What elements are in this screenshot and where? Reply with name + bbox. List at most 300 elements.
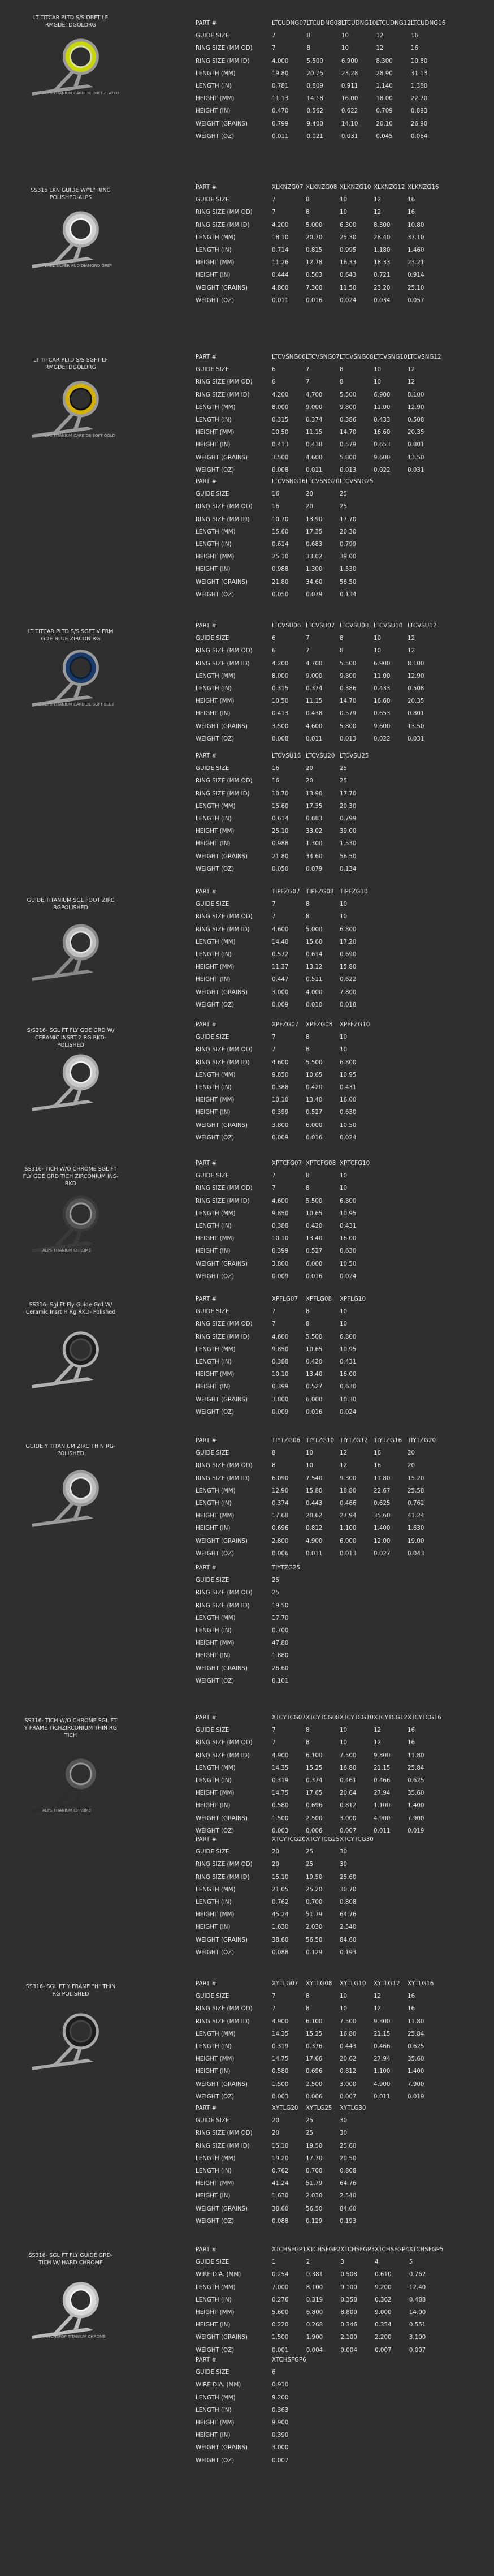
spec-value: 7.540 xyxy=(306,1474,323,1482)
spec-value: 16 xyxy=(272,777,280,785)
spec-value: 6.900 xyxy=(374,660,391,667)
spec-value: 20 xyxy=(272,1861,280,1868)
spec-value: 11.80 xyxy=(408,2018,424,2025)
spec-value: 12 xyxy=(374,1993,382,2000)
spec-row xyxy=(196,973,374,986)
spec-row xyxy=(196,1522,441,1534)
spec-row xyxy=(196,1056,374,1069)
spec-row xyxy=(196,67,445,80)
spec-row xyxy=(196,2281,444,2294)
spec-value: 6.000 xyxy=(306,1396,323,1403)
spec-row xyxy=(196,513,374,526)
spec-label: RING SIZE (MM OD) xyxy=(196,45,253,52)
spec-label: LENGTH (IN) xyxy=(196,685,232,693)
part-number: XYTLG25 xyxy=(306,2105,332,2111)
spec-value: 10.10 xyxy=(272,1235,289,1242)
guide-photo xyxy=(17,1188,124,1259)
guide-foot-shape xyxy=(32,969,94,981)
guide-frame-shape xyxy=(51,681,76,700)
part-number: XYTLG10 xyxy=(340,1980,366,1987)
spec-label: GUIDE SIZE xyxy=(196,1034,229,1041)
part-number: XLKNZG10 xyxy=(340,184,371,191)
spec-row xyxy=(196,695,441,707)
product-image xyxy=(17,1748,124,1819)
spec-value: 3.800 xyxy=(272,1260,289,1267)
spec-value: 16 xyxy=(408,1993,415,2000)
spec-value: 6.800 xyxy=(306,2309,323,2316)
spec-value: 35.60 xyxy=(374,1512,391,1520)
spec-value: 0.511 xyxy=(306,976,323,983)
spec-value: 5.500 xyxy=(306,57,323,64)
spec-value: 0.007 xyxy=(375,2346,392,2354)
spec-row xyxy=(196,244,441,256)
spec-row xyxy=(196,1574,306,1586)
spec-value: 7 xyxy=(272,1172,276,1180)
part-number: LTCUDNG08 xyxy=(306,20,341,27)
spec-value: 10 xyxy=(340,1993,348,2000)
spec-value: 10.95 xyxy=(340,1345,357,1353)
spec-row xyxy=(196,1586,306,1599)
spec-label: HEIGHT (MM) xyxy=(196,1512,235,1520)
spec-row xyxy=(196,2294,444,2306)
spec-label: LENGTH (IN) xyxy=(196,1358,232,1366)
part-number: XTCYTCG30 xyxy=(340,1836,374,1843)
spec-row xyxy=(196,733,441,745)
spec-row xyxy=(196,2002,441,2015)
product-image xyxy=(17,1047,124,1117)
spec-value: 7 xyxy=(272,1308,276,1315)
spec-value: 4.800 xyxy=(272,284,289,291)
spec-value: 0.508 xyxy=(340,2271,357,2278)
spec-label: RING SIZE (MM ID) xyxy=(196,2018,250,2025)
spec-label: WEIGHT (GRAINS) xyxy=(196,578,248,586)
spec-value: 0.376 xyxy=(306,2043,323,2050)
spec-header-row xyxy=(196,1293,374,1305)
spec-value: 0.799 xyxy=(272,120,289,127)
spec-value: 25.58 xyxy=(408,1487,424,1494)
spec-value: 0.013 xyxy=(340,1550,357,1557)
spec-value: 0.508 xyxy=(408,416,424,424)
spec-value: 0.220 xyxy=(272,2321,289,2329)
spec-row xyxy=(196,1675,306,1687)
spec-value: 10.50 xyxy=(340,1260,357,1267)
product-image xyxy=(17,204,124,274)
spec-table xyxy=(196,1434,441,1560)
spec-label: HEIGHT (MM) xyxy=(196,553,235,561)
spec-label: WEIGHT (OZ) xyxy=(196,591,235,598)
spec-value: 0.762 xyxy=(408,1500,424,1507)
spec-value: 38.60 xyxy=(272,2205,289,2212)
spec-label: HEIGHT (IN) xyxy=(196,1109,231,1116)
spec-value: 9.200 xyxy=(375,2283,392,2291)
spec-value: 0.399 xyxy=(272,1383,289,1391)
part-number-label: PART # xyxy=(196,2356,217,2363)
part-number: XTCYTCG25 xyxy=(306,1836,340,1843)
spec-value: 10 xyxy=(306,1462,314,1469)
spec-value: 0.527 xyxy=(306,1109,323,1116)
part-number: XTCYTCG12 xyxy=(374,1714,408,1721)
spec-value: 7 xyxy=(272,901,276,908)
spec-value: 41.24 xyxy=(408,1512,424,1520)
spec-value: 6.000 xyxy=(340,1537,357,1545)
part-number-label: PART # xyxy=(196,622,217,629)
spec-value: 2.540 xyxy=(340,1924,357,1931)
spec-value: 16 xyxy=(374,1462,382,1469)
spec-header-row xyxy=(196,475,374,488)
product-image xyxy=(17,1463,124,1533)
spec-value: 17.70 xyxy=(340,515,357,523)
spec-value: 0.363 xyxy=(272,2406,289,2414)
spec-value: 0.381 xyxy=(306,2271,323,2278)
spec-label: WEIGHT (OZ) xyxy=(196,1134,235,1141)
guide-photo-caption: ALPS TITANIUM CHROME xyxy=(42,1808,92,1813)
spec-label: HEIGHT (MM) xyxy=(196,1371,235,1378)
spec-value: 25 xyxy=(340,503,348,510)
spec-value: 0.390 xyxy=(272,2432,289,2439)
spec-value: 0.709 xyxy=(376,107,393,115)
spec-value: 1.460 xyxy=(408,247,424,254)
spec-row xyxy=(196,670,441,682)
spec-row xyxy=(196,1232,374,1245)
spec-value: 7 xyxy=(272,1046,276,1053)
spec-label: LENGTH (MM) xyxy=(196,70,236,77)
spec-value: 10.65 xyxy=(306,1345,323,1353)
spec-row xyxy=(196,130,445,143)
spec-value: 56.50 xyxy=(340,853,357,860)
spec-value: 0.431 xyxy=(340,1084,357,1091)
spec-value: 0.319 xyxy=(272,1777,289,1784)
spec-header-row xyxy=(196,181,441,193)
spec-label: HEIGHT (IN) xyxy=(196,1924,231,1931)
spec-value: 0.006 xyxy=(306,2093,323,2100)
spec-value: 2 xyxy=(306,2259,310,2266)
spec-label: LENGTH (MM) xyxy=(196,2030,236,2037)
spec-value: 0.580 xyxy=(272,1802,289,1809)
spec-value: 8 xyxy=(306,1739,310,1747)
spec-value: 0.762 xyxy=(272,2168,289,2175)
spec-label: GUIDE SIZE xyxy=(196,1450,229,1457)
spec-value: 8 xyxy=(306,1172,310,1180)
spec-row xyxy=(196,800,374,812)
part-number: LTCVSNG12 xyxy=(408,354,441,360)
guide-photo-caption: PEARL SILVER AND DIAMOND GREY xyxy=(42,264,112,268)
spec-row xyxy=(196,206,441,218)
spec-row xyxy=(196,1381,374,1393)
spec-value: 25.84 xyxy=(408,1764,424,1771)
spec-value: 8.300 xyxy=(376,57,393,64)
spec-value: 14.40 xyxy=(272,938,289,945)
spec-value: 4.000 xyxy=(272,57,289,64)
spec-row xyxy=(196,1649,306,1662)
spec-value: 1.500 xyxy=(272,2334,289,2341)
spec-value: 0.911 xyxy=(341,83,358,90)
spec-value: 12 xyxy=(374,196,382,204)
spec-value: 12 xyxy=(374,1727,382,1734)
spec-value: 51.79 xyxy=(306,2180,323,2187)
spec-value: 27.94 xyxy=(374,2055,391,2063)
spec-label: HEIGHT (IN) xyxy=(196,107,231,115)
spec-label: LENGTH (MM) xyxy=(196,1614,236,1622)
product-title: SS316- TICH W/O CHROME SGL FT Y FRAME TICHZIRCONIUM THIN RG TICH xyxy=(24,1718,118,1739)
part-number-label: PART # xyxy=(196,1980,217,1987)
spec-value: 16 xyxy=(272,765,280,772)
spec-label: LENGTH (IN) xyxy=(196,247,232,254)
spec-row xyxy=(196,1394,374,1406)
spec-row xyxy=(196,2065,441,2078)
spec-value: 0.438 xyxy=(306,710,323,717)
part-number: XLKNZG07 xyxy=(272,184,304,191)
spec-value: 17.35 xyxy=(306,802,323,810)
spec-value: 6 xyxy=(272,647,276,655)
spec-value: 0.016 xyxy=(306,1272,323,1280)
spec-row xyxy=(196,451,441,464)
spec-value: 0.134 xyxy=(340,865,357,872)
spec-value: 20 xyxy=(306,491,314,498)
spec-value: 10 xyxy=(340,1308,348,1315)
spec-label: HEIGHT (IN) xyxy=(196,2432,231,2439)
spec-value: 10 xyxy=(340,196,348,204)
spec-value: 5.500 xyxy=(306,1059,323,1066)
spec-value: 10 xyxy=(374,635,382,642)
spec-row xyxy=(196,632,441,644)
spec-row xyxy=(196,2392,306,2404)
spec-value: 20 xyxy=(408,1450,415,1457)
spec-value: 0.008 xyxy=(272,735,289,742)
spec-value: 19.50 xyxy=(272,1602,289,1609)
spec-value: 18.33 xyxy=(374,259,391,266)
spec-value: 15.80 xyxy=(306,1487,323,1494)
spec-row xyxy=(196,464,441,476)
spec-value: 0.007 xyxy=(340,1827,357,1834)
spec-value: 0.386 xyxy=(340,416,357,424)
spec-row xyxy=(196,389,441,401)
part-number: TIPFZG08 xyxy=(306,888,334,895)
spec-table xyxy=(196,17,445,143)
spec-label: RING SIZE (MM ID) xyxy=(196,391,250,398)
spec-value: 17.20 xyxy=(340,938,357,945)
spec-label: LENGTH (IN) xyxy=(196,1223,232,1230)
spec-label: GUIDE SIZE xyxy=(196,1172,229,1180)
spec-value: 19.80 xyxy=(272,70,289,77)
spec-label: LENGTH (MM) xyxy=(196,2283,236,2291)
spec-value: 56.50 xyxy=(340,578,357,586)
spec-value: 8 xyxy=(306,1321,310,1328)
spec-value: 30 xyxy=(340,1848,348,1856)
spec-label: WEIGHT (OZ) xyxy=(196,1827,235,1834)
guide-frame-shape xyxy=(51,412,76,431)
spec-label: HEIGHT (MM) xyxy=(196,95,235,102)
part-number-label: PART # xyxy=(196,1296,217,1302)
product-image xyxy=(17,373,124,444)
spec-label: HEIGHT (IN) xyxy=(196,272,231,279)
guide-frame-shape xyxy=(51,956,76,974)
spec-label: RING SIZE (MM OD) xyxy=(196,1589,253,1597)
spec-value: 14.18 xyxy=(306,95,323,102)
part-number: XLKNZG08 xyxy=(306,184,337,191)
spec-header-row xyxy=(196,885,374,898)
spec-value: 0.399 xyxy=(272,1109,289,1116)
spec-value: 21.80 xyxy=(272,578,289,586)
spec-label: WEIGHT (OZ) xyxy=(196,466,235,474)
spec-value: 0.050 xyxy=(272,591,289,598)
spec-row xyxy=(196,1305,374,1318)
product-title: LT TITCAR PLTD S/S DBFT LF RMGDETDGOLDRG xyxy=(33,15,109,28)
spec-value: 0.018 xyxy=(340,1001,357,1008)
spec-value: 7 xyxy=(272,196,276,204)
part-number-label: PART # xyxy=(196,1437,217,1444)
guide-frame-shape xyxy=(51,243,76,261)
spec-value: 26.90 xyxy=(410,120,428,127)
spec-value: 10 xyxy=(306,1450,314,1457)
spec-value: 0.812 xyxy=(340,1802,357,1809)
spec-value: 4 xyxy=(375,2259,379,2266)
spec-value: 6.800 xyxy=(340,926,357,933)
spec-value: 0.009 xyxy=(272,1134,289,1141)
spec-label: HEIGHT (IN) xyxy=(196,441,231,449)
spec-value: 0.374 xyxy=(272,1500,289,1507)
part-number: XYTLG30 xyxy=(340,2105,366,2111)
guide-frame-shape xyxy=(51,2313,76,2332)
part-number: LTCUDNG10 xyxy=(341,20,376,27)
product-image xyxy=(17,642,124,713)
guide-foot-shape xyxy=(32,1099,94,1111)
spec-label: GUIDE SIZE xyxy=(196,1727,229,1734)
spec-label: RING SIZE (MM OD) xyxy=(196,1321,253,1328)
spec-row xyxy=(196,2053,441,2065)
part-number: XTCHSFGP6 xyxy=(272,2356,306,2363)
spec-value: 0.354 xyxy=(375,2321,392,2329)
spec-value: 20.62 xyxy=(306,1512,323,1520)
spec-label: LENGTH (IN) xyxy=(196,2296,232,2303)
spec-value: 0.614 xyxy=(306,951,323,958)
spec-table xyxy=(196,181,441,307)
spec-value: 16.00 xyxy=(340,1235,357,1242)
spec-label: LENGTH (IN) xyxy=(196,1084,232,1091)
spec-value: 1.300 xyxy=(306,840,323,848)
spec-row xyxy=(196,1883,374,1896)
spec-label: WEIGHT (OZ) xyxy=(196,1550,235,1557)
spec-value: 28.40 xyxy=(374,234,391,241)
spec-row xyxy=(196,1331,374,1343)
part-number: LTCVSNG16 xyxy=(272,478,306,485)
spec-value: 6.000 xyxy=(306,1260,323,1267)
spec-label: WEIGHT (OZ) xyxy=(196,2457,235,2464)
product-title: SS316- Sgl Ft Fly Guide Grd W/ Ceramic Insrt H Rg RKD- Polished xyxy=(25,1302,116,1315)
part-number: XTCYTCG16 xyxy=(408,1714,441,1721)
spec-value: 3.100 xyxy=(409,2334,426,2341)
spec-value: 14.70 xyxy=(340,429,357,436)
part-number: TIPFZG10 xyxy=(340,888,368,895)
spec-table xyxy=(196,1562,306,1687)
spec-value: 25.20 xyxy=(306,1886,323,1893)
spec-row xyxy=(196,644,441,657)
spec-value: 18.10 xyxy=(272,234,289,241)
spec-row xyxy=(196,1368,374,1381)
spec-value: 20.10 xyxy=(376,120,393,127)
spec-row xyxy=(196,775,374,787)
spec-header-row xyxy=(196,1833,374,1846)
part-number: LTCVSU08 xyxy=(340,622,369,629)
part-number: LTCVSNG10 xyxy=(374,354,408,360)
spec-value: 4.900 xyxy=(306,1537,323,1545)
spec-value: 12 xyxy=(340,1462,348,1469)
spec-value: 15.60 xyxy=(306,938,323,945)
spec-value: 0.319 xyxy=(272,2043,289,2050)
spec-label: GUIDE SIZE xyxy=(196,32,229,40)
spec-row xyxy=(196,2256,444,2268)
spec-value: 0.019 xyxy=(408,1827,424,1834)
spec-value: 16.60 xyxy=(374,429,391,436)
spec-row xyxy=(196,2441,306,2454)
spec-row xyxy=(196,1270,374,1283)
spec-label: HEIGHT (MM) xyxy=(196,1911,235,1919)
part-number: TIYTZG25 xyxy=(272,1564,301,1571)
spec-value: 1.400 xyxy=(374,1525,391,1532)
spec-value: 10 xyxy=(340,2005,348,2012)
spec-label: LENGTH (MM) xyxy=(196,528,236,535)
spec-value: 8 xyxy=(306,901,310,908)
spec-row xyxy=(196,401,441,414)
spec-row xyxy=(196,118,445,130)
spec-label: LENGTH (IN) xyxy=(196,2168,232,2175)
spec-value: 20 xyxy=(306,503,314,510)
spec-value: 26.60 xyxy=(272,1665,289,1672)
guide-photo-caption: #XTCHSFGP TITANIUM CHROME xyxy=(42,2334,106,2339)
spec-row xyxy=(196,2140,374,2152)
spec-value: 0.579 xyxy=(340,710,357,717)
part-number: LTCUDNG07 xyxy=(272,20,307,27)
guide-frame-shape xyxy=(51,1502,76,1520)
spec-label: WIRE DIA. (MM) xyxy=(196,2381,241,2389)
spec-value: 14.70 xyxy=(340,698,357,705)
spec-value: 20.35 xyxy=(408,698,424,705)
spec-value: 8.800 xyxy=(340,2309,357,2316)
spec-value: 0.374 xyxy=(306,685,323,693)
spec-value: 27.94 xyxy=(374,1790,391,1797)
spec-value: 21.05 xyxy=(272,1886,289,1893)
spec-value: 39.00 xyxy=(340,553,357,561)
spec-value: 20.50 xyxy=(340,2154,357,2162)
spec-value: 6.800 xyxy=(340,1333,357,1340)
spec-value: 12.90 xyxy=(408,672,424,680)
spec-row xyxy=(196,2379,306,2391)
spec-value: 0.045 xyxy=(376,132,393,140)
spec-value: 9.100 xyxy=(340,2283,357,2291)
spec-value: 10.80 xyxy=(408,221,424,229)
spec-table xyxy=(196,750,374,875)
spec-value: 0.268 xyxy=(306,2321,323,2329)
spec-value: 23.21 xyxy=(408,259,424,266)
spec-label: LENGTH (IN) xyxy=(196,2406,232,2414)
spec-row xyxy=(196,1485,441,1497)
spec-value: 13.40 xyxy=(306,1096,323,1104)
spec-row xyxy=(196,1547,441,1560)
spec-header-row xyxy=(196,1711,441,1724)
spec-row xyxy=(196,1846,374,1858)
spec-value: 0.799 xyxy=(340,815,357,823)
spec-value: 7 xyxy=(272,1034,276,1041)
spec-label: WEIGHT (GRAINS) xyxy=(196,2334,248,2341)
spec-row xyxy=(196,1787,441,1799)
product-title: S/S316- SGL FT FLY GDE GRD W/ CERAMIC INSRT 2 RG RKD- POLISHED xyxy=(27,1027,115,1048)
spec-value: 4.900 xyxy=(272,2018,289,2025)
spec-label: LENGTH (IN) xyxy=(196,2043,232,2050)
spec-value: 15.25 xyxy=(306,1764,323,1771)
spec-value: 9.200 xyxy=(272,2394,289,2401)
spec-value: 18.80 xyxy=(340,1487,357,1494)
spec-label: WEIGHT (GRAINS) xyxy=(196,120,248,127)
spec-value: 5.600 xyxy=(272,2309,289,2316)
